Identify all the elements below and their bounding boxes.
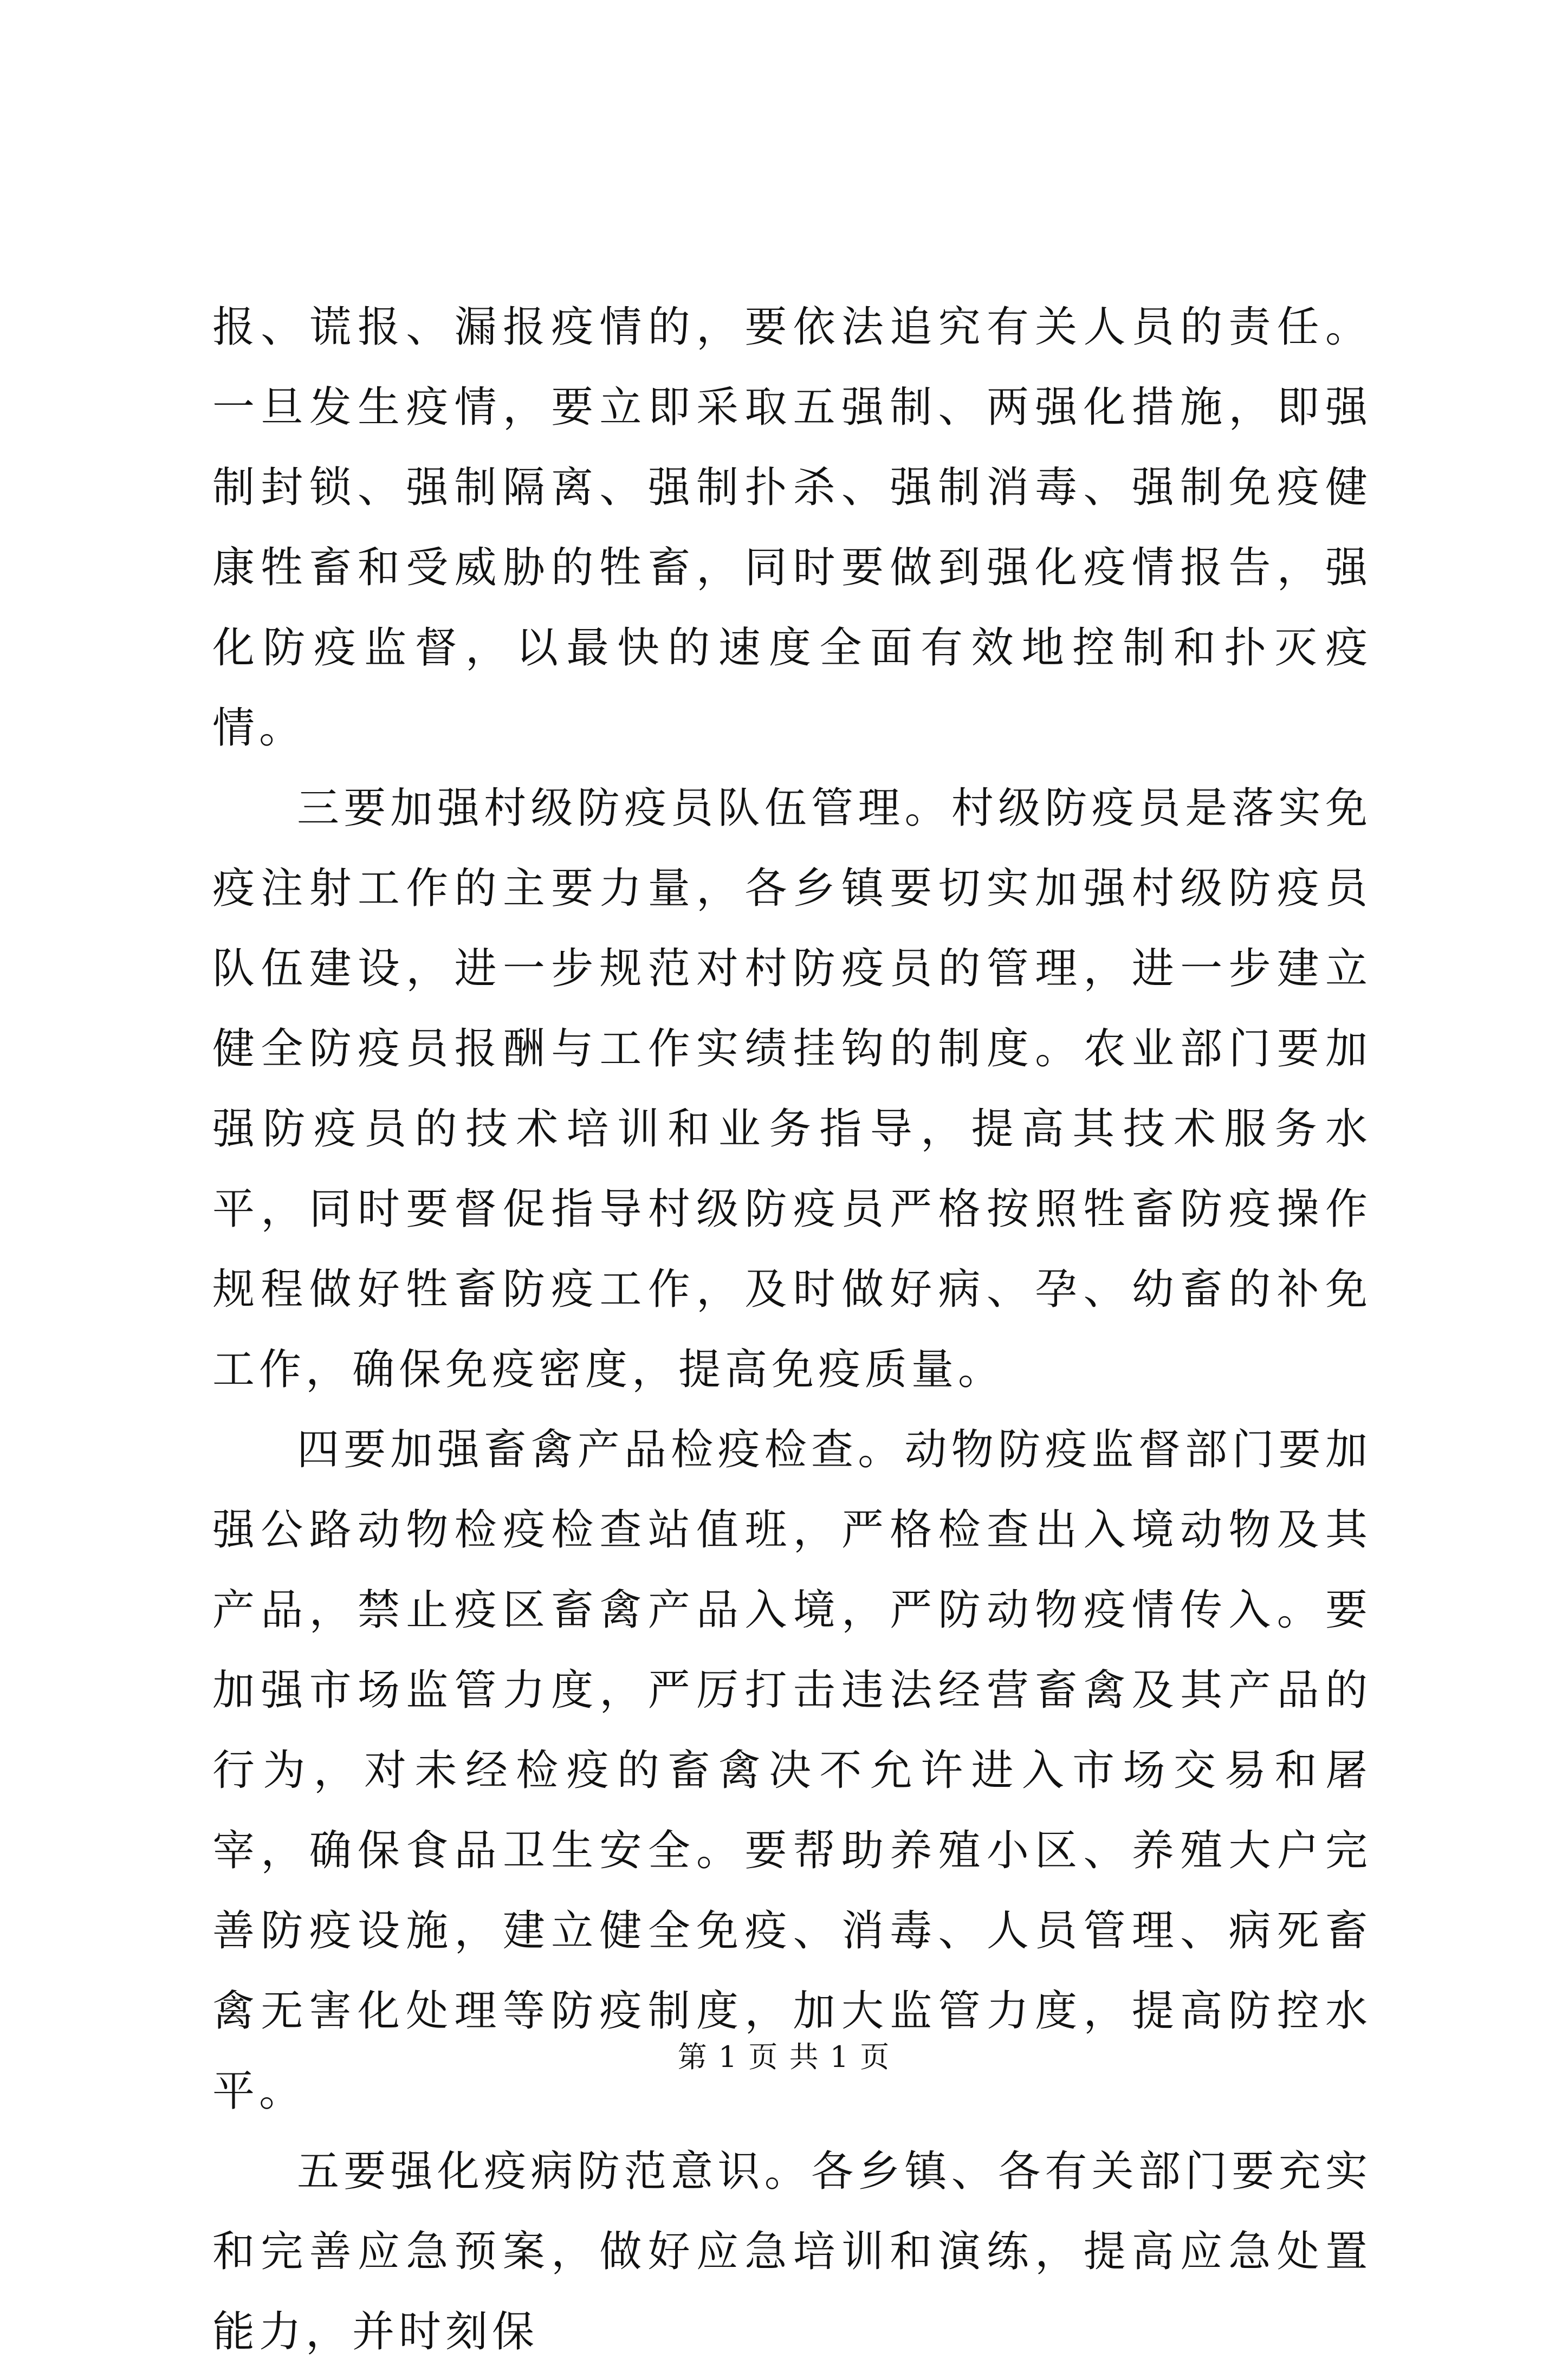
- paragraph-village-epidemic-staff: 三要加强村级防疫员队伍管理。村级防疫员是落实免疫注射工作的主要力量，各乡镇要切实加强村级防疫员队伍建设，进一步规范对村防疫员的管理，进一步建立健全防疫员报酬与工作实绩挂钩的制度。农业部门要加强防疫员的技术培训和业务指导，提高其技术服务水平，同时要督促指导村级防疫员严格按照牲畜防疫操作规程做好牲畜防疫工作，及时做好病、孕、幼畜的补免工作，确保免疫密度，提高免疫质量。: [212, 784, 1372, 1394]
- paragraph-disease-prevention-awareness: 五要强化疫病防范意识。各乡镇、各有关部门要充实和完善应急预案，做好应急培训和演练，提高应急处置能力，并时刻保: [212, 2147, 1372, 2356]
- paragraph-continuation: 报、谎报、漏报疫情的，要依法追究有关人员的责任。一旦发生疫情，要立即采取五强制、两强化措施，即强制封锁、强制隔离、强制扑杀、强制消毒、强制免疫健康牲畜和受威胁的牲畜，同时要做到强化疫情报告，强化防疫监督，以最快的速度全面有效地控制和扑灭疫情。: [212, 303, 1372, 753]
- paragraph-livestock-product-inspection: 四要加强畜禽产品检疫检查。动物防疫监督部门要加强公路动物检疫检查站值班，严格检查出入境动物及其产品，禁止疫区畜禽产品入境，严防动物疫情传入。要加强市场监管力度，严厉打击违法经营畜禽及其产品的行为，对未经检疫的畜禽决不允许进入市场交易和屠宰，确保食品卫生安全。要帮助养殖小区、养殖大户完善防疫设施，建立健全免疫、消毒、人员管理、病死畜禽无害化处理等防疫制度，加大监管力度，提高防控水平。: [212, 1425, 1372, 2116]
- page-number-footer: 第 1 页 共 1 页: [677, 2040, 891, 2074]
